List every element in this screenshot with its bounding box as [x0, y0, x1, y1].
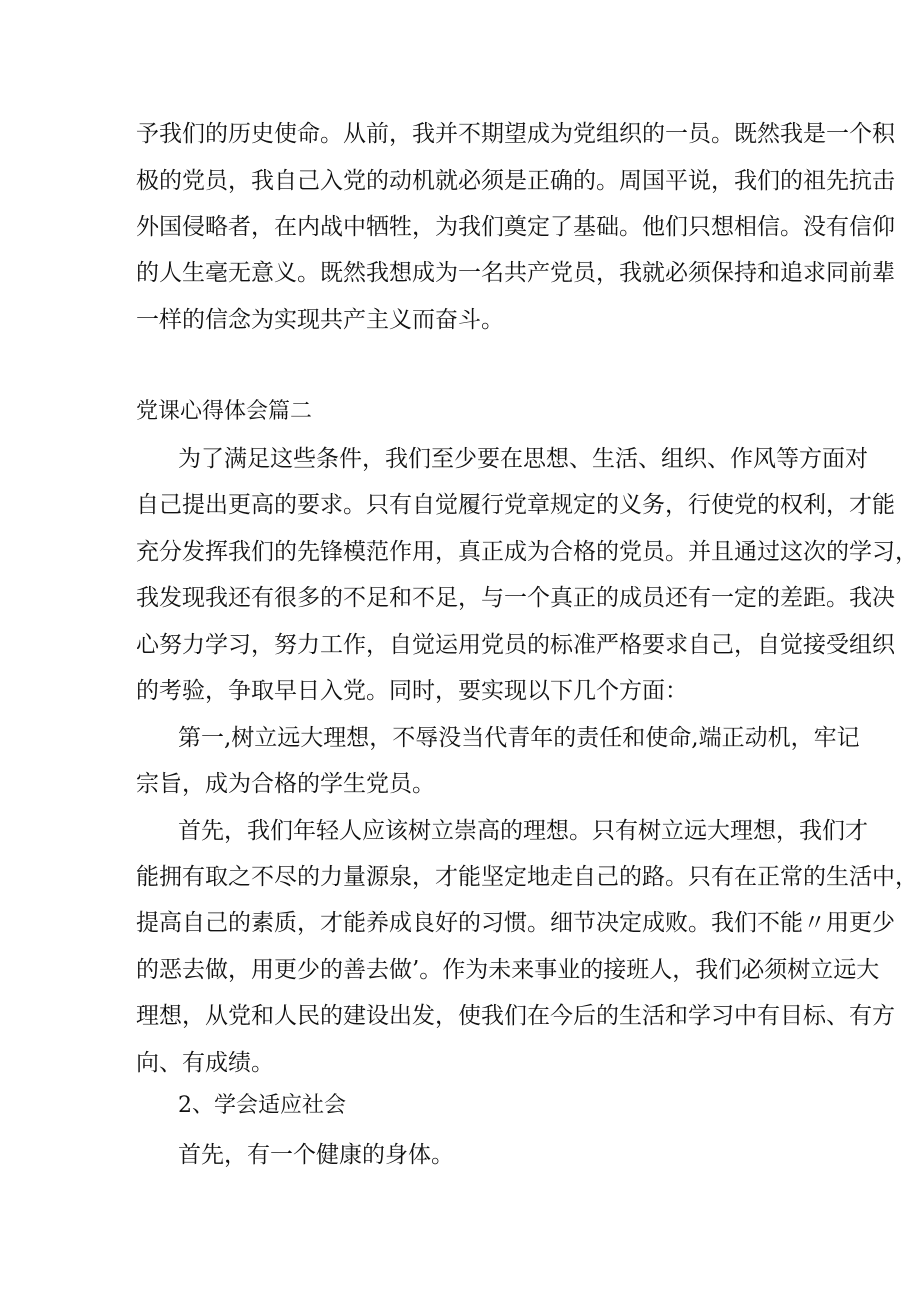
body-text-line: 向、有成绩。 — [136, 1050, 274, 1076]
body-text-line: 极的党员，我自己入党的动机就必须是正确的。周国平说，我们的祖先抗击 — [136, 168, 895, 194]
body-text-line: 能拥有取之不尽的力量源泉，才能坚定地走自己的路。只有在正常的生活中， — [136, 864, 918, 890]
body-text-line: 首先，有一个健康的身体。 — [178, 1142, 454, 1168]
body-text-line: 理想，从党和人民的建设出发，使我们在今后的生活和学习中有目标、有方 — [136, 1003, 895, 1029]
body-text-line: 的考验，争取早日入党。同时，要实现以下几个方面： — [136, 678, 688, 704]
body-text-line: 的人生毫无意义。既然我想成为一名共产党员，我就必须保持和追求同前辈 — [136, 260, 895, 286]
body-text-line: 的恶去做，用更少的善去做’。作为未来事业的接班人，我们必须树立远大 — [136, 957, 880, 983]
body-text-line: 宗旨，成为合格的学生党员。 — [136, 771, 435, 797]
body-text-line: 提高自己的素质，才能养成良好的习惯。细节决定成败。我们不能〃用更少 — [136, 910, 895, 936]
body-text-line: 充分发挥我们的先锋模范作用，真正成为合格的党员。并且通过这次的学习， — [136, 539, 918, 565]
section-heading: 党课心得体会篇二 — [136, 399, 313, 424]
body-text-line: 心努力学习，努力工作，自觉运用党员的标准严格要求自己，自觉接受组织 — [136, 632, 895, 658]
numbered-item-heading: 2、学会适应社会 — [178, 1093, 346, 1118]
body-text-line: 第一,树立远大理想，不辱没当代青年的责任和使命,端正动机，牢记 — [178, 725, 860, 751]
body-text-line: 自己提出更高的要求。只有自觉履行党章规定的义务，行使党的权利，才能 — [136, 492, 895, 518]
body-text-line: 首先，我们年轻人应该树立崇高的理想。只有树立远大理想，我们才 — [178, 818, 868, 844]
body-text-line: 我发现我还有很多的不足和不足，与一个真正的成员还有一定的差距。我决 — [136, 585, 895, 611]
body-text-line: 予我们的历史使命。从前，我并不期望成为党组织的一员。既然我是一个积 — [136, 121, 895, 147]
body-text-line: 为了满足这些条件，我们至少要在思想、生活、组织、作风等方面对 — [178, 446, 868, 472]
body-text-line: 外国侵略者，在内战中牺牲，为我们奠定了基础。他们只想相信。没有信仰 — [136, 214, 895, 240]
body-text-line: 一样的信念为实现共产主义而奋斗。 — [136, 307, 504, 333]
